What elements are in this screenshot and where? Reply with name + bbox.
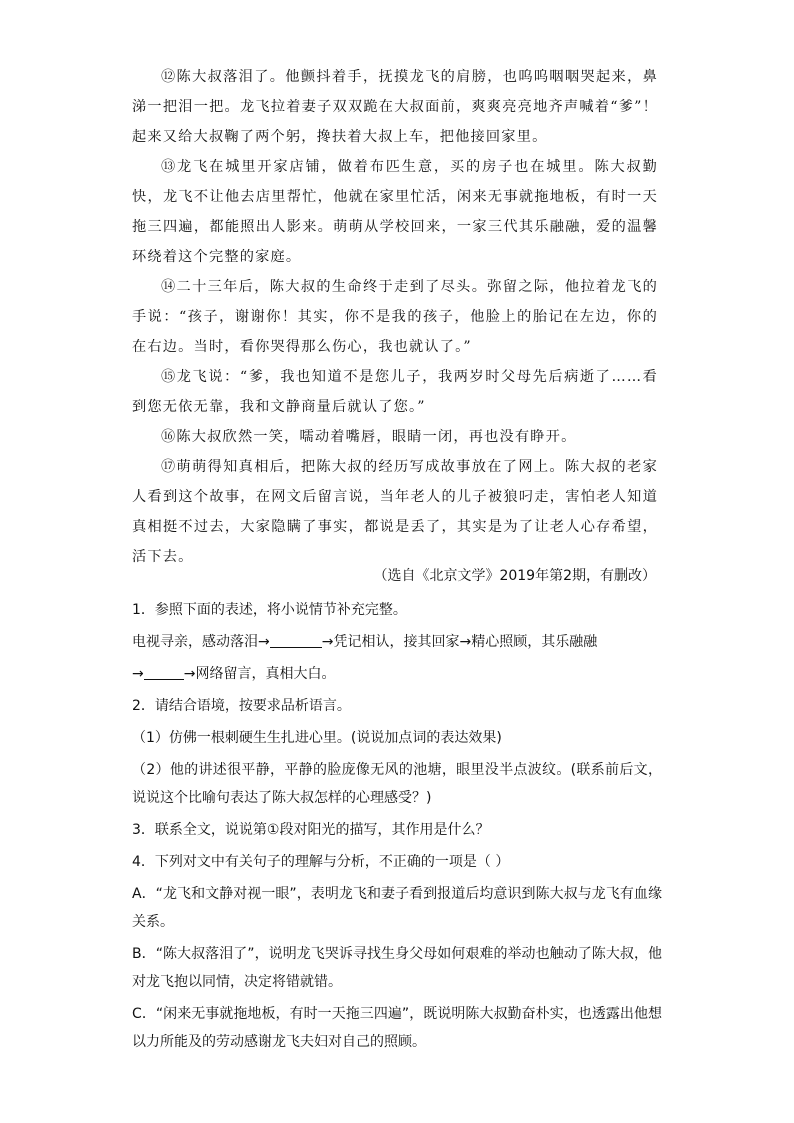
plot-step-text: →凭记相认，接其回家→精心照顾，其乐融融 bbox=[321, 634, 598, 650]
question-1-plot-line-2 bbox=[132, 660, 662, 688]
story-paragraph-16: ⑯陈大叔欣然一笑，嚅动着嘴唇，眼睛一闭，再也没有睁开。 bbox=[161, 429, 577, 445]
question-3-text: 段对阳光的描写，其作用是什么？ bbox=[279, 822, 490, 838]
plot-step-text: 电视寻亲，感动落泪→ bbox=[132, 634, 270, 650]
question-1-plot-line-1 bbox=[132, 628, 662, 656]
question-4-stem: 4．下列对文中有关句子的理解与分析，不正确的一项是（ ） bbox=[132, 854, 510, 870]
source-citation: （选自《北京文学》2019年第2期，有删改） bbox=[373, 568, 656, 584]
question-4-option-b[interactable]: B．“陈大叔落泪了”，说明龙飞哭诉寻找生身父母如何艰难的举动也触动了陈大叔，他对龙飞抱以同情，决定将错就错。 bbox=[132, 946, 662, 990]
plot-step-text: → bbox=[132, 666, 144, 682]
story-paragraph-14: ⑭二十三年后，陈大叔的生命终于走到了尽头。弥留之际，他拉着龙飞的手说：“孩子，谢谢你！其实，你不是我的孩子，他脸上的胎记在左边，你的在右边。当时，看你哭得那么伤心，我也就认了。” bbox=[132, 279, 658, 355]
question-3-text: 3．联系全文，说说第 bbox=[132, 822, 267, 838]
answer-blank-1[interactable] bbox=[270, 631, 322, 648]
plot-step-text: →网络留言，真相大白。 bbox=[183, 666, 336, 682]
question-2-stem: 2．请结合语境，按要求品析语言。 bbox=[132, 698, 351, 714]
question-1-stem: 1．参照下面的表述，将小说情节补充完整。 bbox=[132, 602, 407, 618]
paragraph-ref-marker: ① bbox=[266, 822, 280, 838]
questions-section bbox=[132, 596, 662, 1056]
story-paragraph-13: ⑬龙飞在城里开家店铺，做着布匹生意，买的房子也在城里。陈大叔勤快，龙飞不让他去店里帮忙，他就在家里忙活，闲来无事就拖地板，有时一天拖三四遍，都能照出人影来。萌萌从学校回来，一家三代其乐融融，爱的温馨环绕着这个完整的家庭。 bbox=[132, 159, 658, 265]
question-2-sub-2: （2）他的讲述很平静，平静的脸庞像无风的池塘，眼里没半点波纹。(联系前后文，说说这个比喻句表达了陈大叔怎样的心理感受？) bbox=[132, 762, 662, 806]
question-4-option-c[interactable]: C．“闲来无事就拖地板，有时一天拖三四遍”，既说明陈大叔勤奋朴实，也透露出他想以力所能及的劳动感谢龙飞夫妇对自己的照顾。 bbox=[132, 1006, 662, 1050]
question-2-sub-1: （1）仿佛一根刺硬生生扎进心里。(说说加点词的表达效果) bbox=[132, 730, 502, 746]
answer-blank-2[interactable] bbox=[144, 663, 184, 680]
question-4-option-a[interactable]: A．“龙飞和文静对视一眼”，表明龙飞和妻子看到报道后均意识到陈大叔与龙飞有血缘关系。 bbox=[132, 886, 662, 930]
story-paragraph-12: ⑫陈大叔落泪了。他颤抖着手，抚摸龙飞的肩膀，也呜呜咽咽哭起来，鼻涕一把泪一把。龙飞拉着妻子双双跪在大叔面前，爽爽亮亮地齐声喊着“爹”！起来又给大叔鞠了两个躬，搀扶着大叔上车，把他接回家里。 bbox=[132, 69, 658, 145]
story-excerpt bbox=[132, 62, 658, 572]
story-paragraph-17: ⑰萌萌得知真相后，把陈大叔的经历写成故事放在了网上。陈大叔的老家人看到这个故事，在网文后留言说，当年老人的儿子被狼叼走，害怕老人知道真相挺不过去，大家隐瞒了事实，都说是丢了，其实是为了让老人心存希望，活下去。 bbox=[132, 459, 658, 565]
question-3-stem bbox=[132, 816, 662, 844]
story-paragraph-15: ⑮龙飞说：“爹，我也知道不是您儿子，我两岁时父母先后病逝了……看到您无依无靠，我和文静商量后就认了您。” bbox=[132, 369, 658, 415]
